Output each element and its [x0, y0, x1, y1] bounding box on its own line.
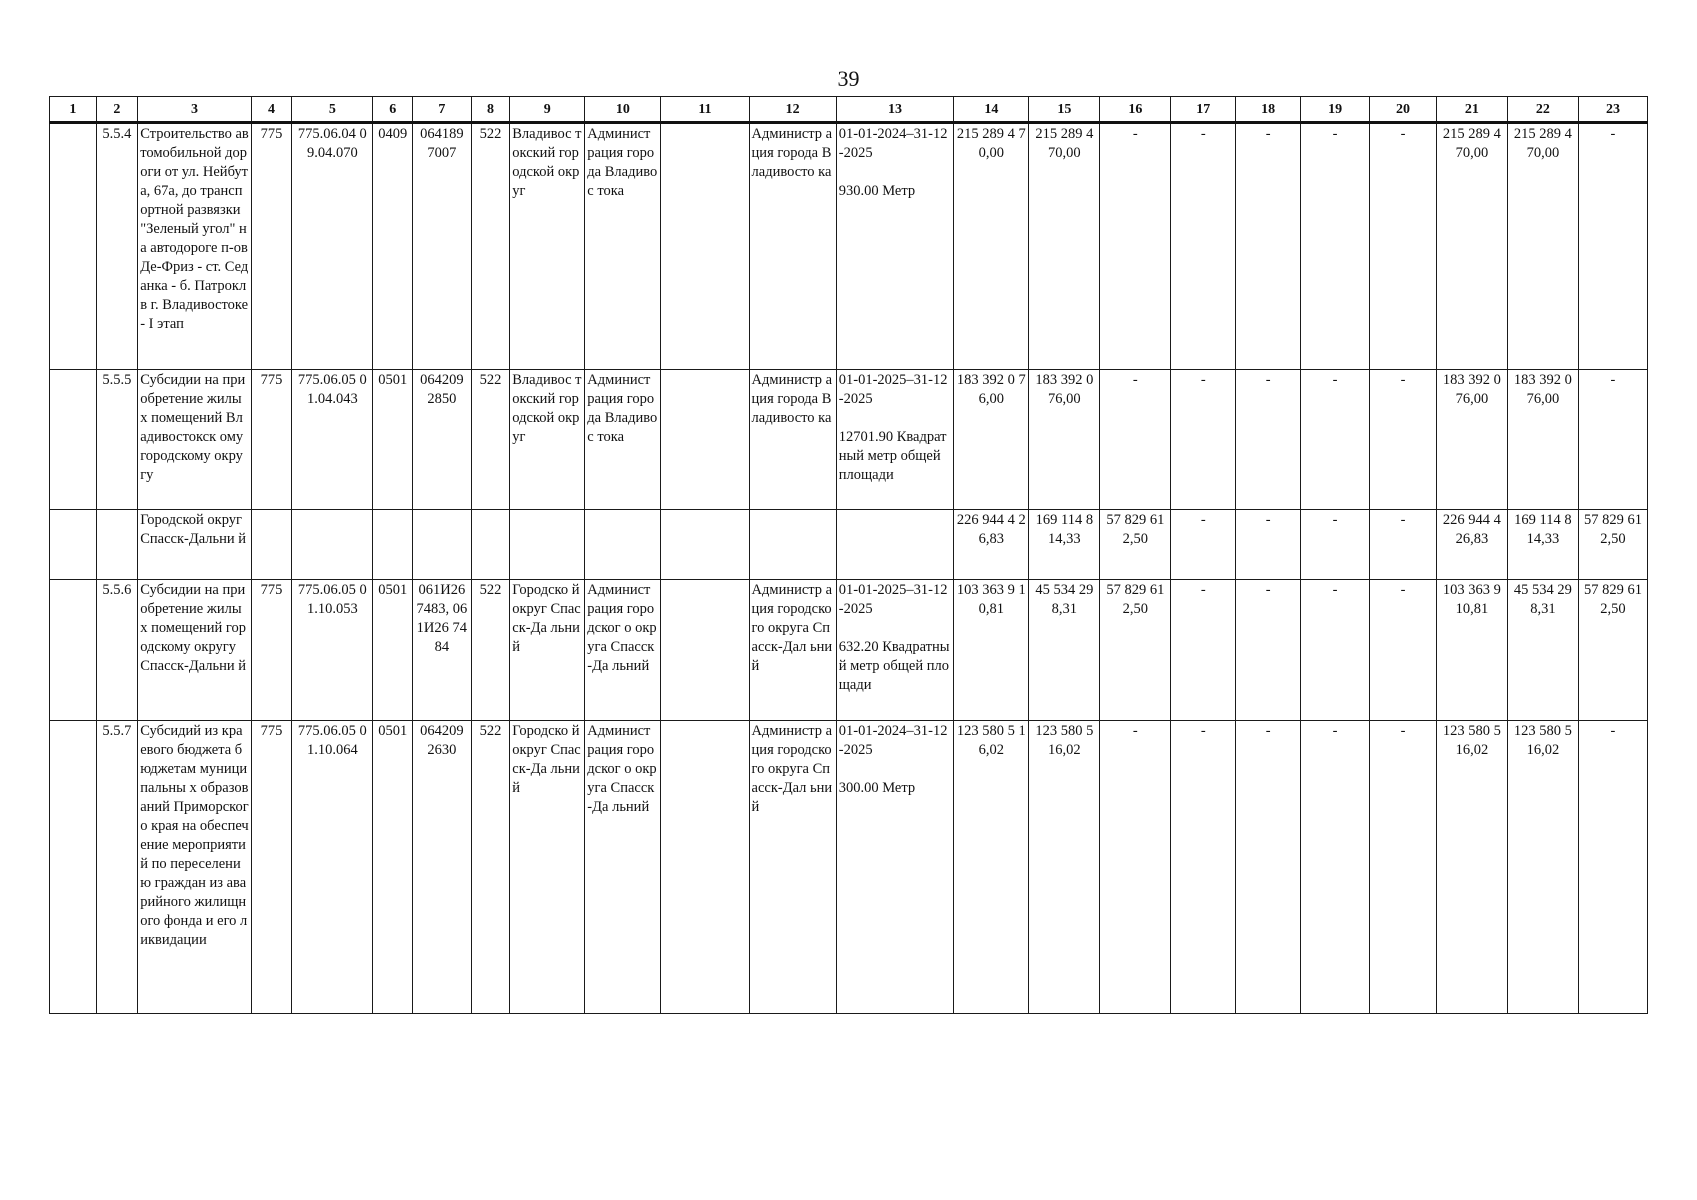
cell-text-c7: 061И26 7483, 061И26 7484 [416, 582, 468, 655]
cell-text-c16: - [1132, 723, 1138, 739]
cell-text-c19: - [1332, 372, 1338, 388]
cell-text-c15: 45 534 29 8,31 [1035, 582, 1094, 617]
col-header-11: 11 [661, 97, 749, 123]
cell-text-c13b: 12701.90 Квадратный метр общей площади [838, 429, 947, 483]
cell-text-c8: 522 [479, 723, 502, 739]
cell-text-c16: 57 829 61 2,50 [1106, 512, 1165, 547]
cell-text-c19: - [1332, 126, 1338, 142]
cell-5 [292, 510, 373, 580]
col-header-7: 7 [412, 97, 471, 123]
cell-text-c19: - [1332, 582, 1338, 598]
col-header-4: 4 [251, 97, 292, 123]
cell-name [138, 580, 252, 721]
cell-23 [1578, 510, 1647, 580]
cell-text-c7: 064189 7007 [420, 126, 464, 161]
cell-text-c13a: 01-01-2024–31-12-2025 [838, 126, 948, 161]
cell-20 [1370, 721, 1437, 1014]
cell-text-c20: - [1400, 372, 1406, 388]
cell-text-c18: - [1265, 126, 1271, 142]
cell-20 [1370, 123, 1437, 370]
cell-text-c17: - [1200, 512, 1206, 528]
col-header-17: 17 [1171, 97, 1236, 123]
cell-4 [251, 370, 292, 510]
cell-16 [1100, 580, 1171, 721]
cell-22 [1507, 580, 1578, 721]
cell-text-c20: - [1400, 723, 1406, 739]
cell-21 [1436, 580, 1507, 721]
col-header-10: 10 [585, 97, 661, 123]
table-row [50, 123, 1648, 370]
cell-text-c10: Админист рация города Владивос тока [587, 126, 658, 199]
cell-1 [50, 370, 97, 510]
cell-13 [836, 123, 954, 370]
cell-text-c16: 57 829 61 2,50 [1106, 582, 1165, 617]
cell-21 [1436, 510, 1507, 580]
cell-15 [1029, 580, 1100, 721]
cell-15 [1029, 123, 1100, 370]
cell-12 [749, 370, 836, 510]
cell-text-c5: 775.06.05 01.10.064 [297, 723, 367, 758]
table-row [50, 370, 1648, 510]
cell-text-c9: Городско й округ Спасск-Да льний [512, 582, 581, 655]
cell-name [138, 370, 252, 510]
cell-15 [1029, 510, 1100, 580]
cell-text-c8: 522 [479, 126, 502, 142]
cell-22 [1507, 123, 1578, 370]
cell-4 [251, 721, 292, 1014]
cell-text-c18: - [1265, 723, 1271, 739]
cell-text-c15: 183 392 0 76,00 [1035, 372, 1094, 407]
cell-text-c17: - [1200, 723, 1206, 739]
cell-11 [661, 370, 749, 510]
cell-text-c23: 57 829 61 2,50 [1583, 582, 1642, 617]
cell-17 [1171, 510, 1236, 580]
cell-text-c21: 123 580 5 16,02 [1442, 723, 1501, 758]
cell-8 [471, 580, 510, 721]
cell-text-c13b: 930.00 Метр [838, 183, 916, 199]
cell-text-c22: 215 289 4 70,00 [1513, 126, 1572, 161]
cell-16 [1100, 370, 1171, 510]
cell-19 [1301, 370, 1370, 510]
cell-6 [373, 370, 413, 510]
cell-14 [954, 510, 1029, 580]
cell-number [96, 510, 138, 580]
header-row [50, 97, 1648, 123]
cell-text-c8: 522 [479, 582, 502, 598]
cell-text-c17: - [1200, 126, 1206, 142]
cell-text-c10: Админист рация города Владивос тока [587, 372, 658, 445]
cell-22 [1507, 721, 1578, 1014]
cell-text-c5: 775.06.05 01.04.043 [297, 372, 367, 407]
cell-23 [1578, 721, 1647, 1014]
cell-5 [292, 370, 373, 510]
cell-text-c22: 169 114 8 14,33 [1514, 512, 1572, 547]
col-header-12: 12 [749, 97, 836, 123]
cell-text-c6: 0409 [378, 126, 408, 142]
cell-16 [1100, 721, 1171, 1014]
cell-text-c3: Городской округ Спасск-Дальни й [140, 512, 247, 547]
cell-name [138, 510, 252, 580]
cell-18 [1236, 580, 1301, 721]
cell-20 [1370, 370, 1437, 510]
cell-7 [412, 123, 471, 370]
cell-14 [954, 123, 1029, 370]
cell-8 [471, 123, 510, 370]
cell-7 [412, 580, 471, 721]
col-header-15: 15 [1029, 97, 1100, 123]
cell-text-c5: 775.06.04 09.04.070 [297, 126, 367, 161]
cell-text-c17: - [1200, 372, 1206, 388]
col-header-1: 1 [50, 97, 97, 123]
cell-text-c15: 169 114 8 14,33 [1035, 512, 1094, 547]
cell-text-c20: - [1400, 126, 1406, 142]
cell-9 [510, 370, 585, 510]
cell-6 [373, 123, 413, 370]
cell-text-c21: 215 289 4 70,00 [1442, 126, 1501, 161]
cell-4 [251, 510, 292, 580]
cell-19 [1301, 123, 1370, 370]
cell-text-c23: 57 829 61 2,50 [1583, 512, 1642, 547]
cell-text-c2: 5.5.6 [102, 582, 132, 598]
cell-number [96, 721, 138, 1014]
cell-text-c19: - [1332, 723, 1338, 739]
cell-8 [471, 370, 510, 510]
cell-9 [510, 580, 585, 721]
cell-text-c9: Владивос токский городской округ [512, 372, 582, 445]
cell-number [96, 123, 138, 370]
cell-7 [412, 721, 471, 1014]
budget-table [49, 96, 1648, 1014]
cell-text-c13b: 300.00 Метр [838, 780, 916, 796]
cell-23 [1578, 580, 1647, 721]
cell-text-c9: Городско й округ Спасск-Да льний [512, 723, 581, 796]
cell-20 [1370, 580, 1437, 721]
col-header-22: 22 [1507, 97, 1578, 123]
cell-text-c22: 45 534 29 8,31 [1513, 582, 1572, 617]
cell-text-c13b: 632.20 Квадратный метр общей площади [838, 639, 950, 693]
cell-number [96, 580, 138, 721]
cell-text-c15: 123 580 5 16,02 [1035, 723, 1094, 758]
cell-text-c4: 775 [260, 723, 283, 739]
cell-text-c20: - [1400, 582, 1406, 598]
col-header-16: 16 [1100, 97, 1171, 123]
cell-15 [1029, 370, 1100, 510]
cell-text-c16: - [1132, 126, 1138, 142]
col-header-2: 2 [96, 97, 138, 123]
table-row [50, 721, 1648, 1014]
cell-14 [954, 580, 1029, 721]
cell-text-c17: - [1200, 582, 1206, 598]
cell-21 [1436, 370, 1507, 510]
col-header-19: 19 [1301, 97, 1370, 123]
col-header-3: 3 [138, 97, 252, 123]
cell-text-c23: - [1610, 723, 1616, 739]
col-header-9: 9 [510, 97, 585, 123]
cell-18 [1236, 123, 1301, 370]
cell-text-c9: Владивос токский городской округ [512, 126, 582, 199]
cell-text-c13a: 01-01-2025–31-12-2025 [838, 582, 948, 617]
col-header-6: 6 [373, 97, 413, 123]
col-header-23: 23 [1578, 97, 1647, 123]
cell-5 [292, 580, 373, 721]
cell-9 [510, 510, 585, 580]
cell-text-c12: Администр ация города Владивосто ка [751, 372, 833, 426]
cell-1 [50, 123, 97, 370]
cell-13 [836, 510, 954, 580]
cell-text-c16: - [1132, 372, 1138, 388]
cell-4 [251, 123, 292, 370]
cell-18 [1236, 370, 1301, 510]
cell-text-c6: 0501 [378, 723, 408, 739]
cell-8 [471, 721, 510, 1014]
cell-text-c10: Админист рация городског о округа Спасск-Да льний [587, 723, 657, 815]
cell-text-c21: 183 392 0 76,00 [1442, 372, 1501, 407]
cell-text-c14: 103 363 9 10,81 [956, 582, 1026, 617]
cell-17 [1171, 580, 1236, 721]
cell-22 [1507, 370, 1578, 510]
cell-23 [1578, 123, 1647, 370]
cell-16 [1100, 123, 1171, 370]
cell-13 [836, 721, 954, 1014]
cell-text-c18: - [1265, 582, 1271, 598]
cell-13 [836, 580, 954, 721]
cell-text-c3: Субсидии на приобретение жилых помещений городскому округу Спасск-Дальни й [140, 582, 247, 674]
cell-text-c8: 522 [479, 372, 502, 388]
cell-11 [661, 510, 749, 580]
cell-text-c12: Администр ация городского округа Спасск-Дал ьний [751, 723, 833, 815]
col-header-13: 13 [836, 97, 954, 123]
cell-text-c5: 775.06.05 01.10.053 [297, 582, 367, 617]
cell-19 [1301, 721, 1370, 1014]
cell-23 [1578, 370, 1647, 510]
cell-text-c4: 775 [260, 126, 283, 142]
cell-11 [661, 580, 749, 721]
cell-21 [1436, 123, 1507, 370]
cell-text-c3: Субсидий из краевого бюджета бюджетам муниципальны х образований Приморского края на обеспечение мероприятий по переселению граждан из аварийного жилищного фонда и его ликвидации [140, 723, 249, 948]
cell-17 [1171, 123, 1236, 370]
cell-text-c13a: 01-01-2024–31-12-2025 [838, 723, 948, 758]
cell-18 [1236, 510, 1301, 580]
cell-text-c20: - [1400, 512, 1406, 528]
col-header-8: 8 [471, 97, 510, 123]
cell-10 [585, 510, 661, 580]
cell-7 [412, 370, 471, 510]
page-number: 39 [837, 66, 860, 91]
cell-12 [749, 580, 836, 721]
cell-19 [1301, 510, 1370, 580]
cell-10 [585, 123, 661, 370]
col-header-20: 20 [1370, 97, 1437, 123]
cell-16 [1100, 510, 1171, 580]
cell-text-c12: Администр ация города Владивосто ка [751, 126, 833, 180]
cell-10 [585, 580, 661, 721]
table-row [50, 510, 1648, 580]
table-row [50, 580, 1648, 721]
cell-text-c23: - [1610, 126, 1616, 142]
cell-text-c14: 123 580 5 16,02 [956, 723, 1026, 758]
cell-text-c22: 123 580 5 16,02 [1513, 723, 1572, 758]
cell-6 [373, 510, 413, 580]
cell-text-c7: 064209 2630 [420, 723, 464, 758]
cell-text-c2: 5.5.4 [102, 126, 132, 142]
cell-text-c4: 775 [260, 372, 283, 388]
cell-12 [749, 123, 836, 370]
cell-8 [471, 510, 510, 580]
cell-22 [1507, 510, 1578, 580]
cell-text-c2: 5.5.5 [102, 372, 132, 388]
cell-text-c4: 775 [260, 582, 283, 598]
cell-12 [749, 721, 836, 1014]
cell-21 [1436, 721, 1507, 1014]
cell-text-c3: Субсидии на приобретение жилых помещений Владивостокск ому городскому округу [140, 372, 246, 483]
cell-10 [585, 370, 661, 510]
cell-14 [954, 721, 1029, 1014]
cell-9 [510, 123, 585, 370]
cell-text-c14: 183 392 0 76,00 [956, 372, 1026, 407]
cell-text-c22: 183 392 0 76,00 [1513, 372, 1572, 407]
cell-text-c7: 064209 2850 [420, 372, 464, 407]
cell-17 [1171, 721, 1236, 1014]
cell-text-c19: - [1332, 512, 1338, 528]
cell-text-c18: - [1265, 372, 1271, 388]
cell-text-c14: 215 289 4 70,00 [956, 126, 1026, 161]
col-header-18: 18 [1236, 97, 1301, 123]
cell-1 [50, 510, 97, 580]
cell-text-c6: 0501 [378, 582, 408, 598]
cell-11 [661, 123, 749, 370]
cell-text-c23: - [1610, 372, 1616, 388]
cell-6 [373, 721, 413, 1014]
cell-1 [50, 721, 97, 1014]
cell-text-c13a: 01-01-2025–31-12-2025 [838, 372, 948, 407]
cell-12 [749, 510, 836, 580]
cell-10 [585, 721, 661, 1014]
cell-15 [1029, 721, 1100, 1014]
cell-text-c3: Строительство автомобильной дороги от ул. Нейбута, 67а, до транспортной развязки "Зеленый угол" на автодороге п-ов Де-Фриз - ст. Седанка - б. Патрокл в г. Владивостоке - I этап [140, 126, 249, 332]
cell-5 [292, 123, 373, 370]
cell-text-c21: 103 363 9 10,81 [1442, 582, 1501, 617]
cell-7 [412, 510, 471, 580]
cell-number [96, 370, 138, 510]
cell-5 [292, 721, 373, 1014]
cell-text-c21: 226 944 4 26,83 [1442, 512, 1501, 547]
cell-text-c6: 0501 [378, 372, 408, 388]
cell-text-c2: 5.5.7 [102, 723, 132, 739]
cell-name [138, 123, 252, 370]
cell-text-c10: Админист рация городског о округа Спасск-Да льний [587, 582, 657, 674]
cell-20 [1370, 510, 1437, 580]
col-header-21: 21 [1436, 97, 1507, 123]
cell-18 [1236, 721, 1301, 1014]
cell-text-c15: 215 289 4 70,00 [1035, 126, 1094, 161]
cell-9 [510, 721, 585, 1014]
cell-13 [836, 370, 954, 510]
cell-19 [1301, 580, 1370, 721]
cell-text-c14: 226 944 4 26,83 [956, 512, 1026, 547]
cell-1 [50, 580, 97, 721]
cell-name [138, 721, 252, 1014]
col-header-5: 5 [292, 97, 373, 123]
cell-14 [954, 370, 1029, 510]
col-header-14: 14 [954, 97, 1029, 123]
cell-4 [251, 580, 292, 721]
cell-text-c18: - [1265, 512, 1271, 528]
cell-6 [373, 580, 413, 721]
cell-11 [661, 721, 749, 1014]
cell-17 [1171, 370, 1236, 510]
cell-text-c12: Администр ация городского округа Спасск-Дал ьний [751, 582, 833, 674]
